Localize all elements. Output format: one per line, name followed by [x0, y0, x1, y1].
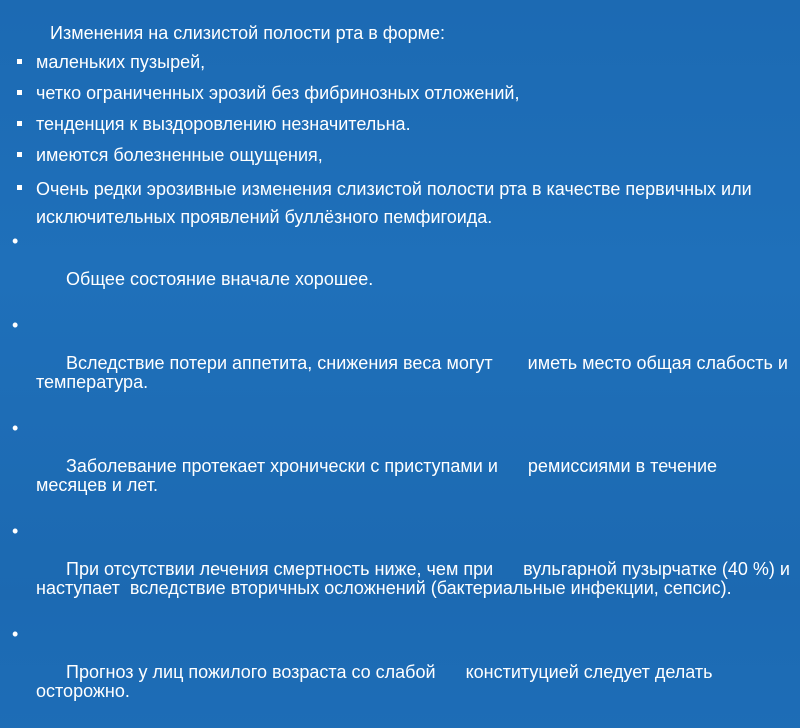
list-item-text: маленьких пузырей,: [36, 52, 206, 72]
square-bullet-icon: [17, 152, 22, 157]
square-bullet-icon: [17, 121, 22, 126]
list-item-text: Заболевание протекает хронически с приступами и ремиссиями в течение месяцев и лет.: [36, 456, 723, 495]
square-bullet-icon: [17, 185, 22, 190]
list-item-text: четко ограниченных эрозий без фибринозных отложений,: [36, 83, 520, 103]
list-item: [0, 521, 795, 617]
list-item: [0, 625, 790, 720]
list-item-text: При отсутствии лечения смертность ниже, чем при вульгарной пузырчатке (40 %) и наступает вследствие вторичных осложнений (бактериальные инфекции, сепсис).: [36, 559, 795, 598]
dot-bullet-icon: •: [12, 521, 19, 541]
square-bullet-list: [0, 51, 780, 235]
dot-bullet-list: [0, 231, 795, 728]
list-item-text: Очень редки эрозивные изменения слизистой полости рта в качестве первичных или исключительных проявлений буллёзного пемфигоида.: [36, 179, 752, 227]
dot-bullet-icon: •: [12, 418, 19, 438]
list-item: [0, 113, 780, 136]
square-bullet-icon: [17, 59, 22, 64]
list-item: [0, 419, 790, 514]
list-item: [0, 144, 780, 167]
list-item: [0, 232, 790, 308]
list-item-text: Прогноз у лиц пожилого возраста со слабой конституцией следует делать осторожно.: [36, 662, 718, 701]
dot-bullet-icon: •: [12, 624, 19, 644]
list-item-text: тенденция к выздоровлению незначительна.: [36, 114, 411, 134]
list-item-text: имеются болезненные ощущения,: [36, 145, 323, 165]
list-item: [0, 315, 793, 411]
square-bullet-icon: [17, 90, 22, 95]
list-item-text: Вследствие потери аппетита, снижения веса могут иметь место общая слабость и температура.: [36, 353, 793, 392]
list-item-text: Общее состояние вначале хорошее.: [66, 269, 374, 289]
list-item: [0, 51, 780, 74]
list-item: [0, 175, 780, 231]
slide-title: Изменения на слизистой полости рта в форме:: [50, 23, 446, 43]
list-item: [0, 82, 780, 105]
dot-bullet-icon: •: [12, 315, 19, 335]
dot-bullet-icon: •: [12, 231, 19, 251]
